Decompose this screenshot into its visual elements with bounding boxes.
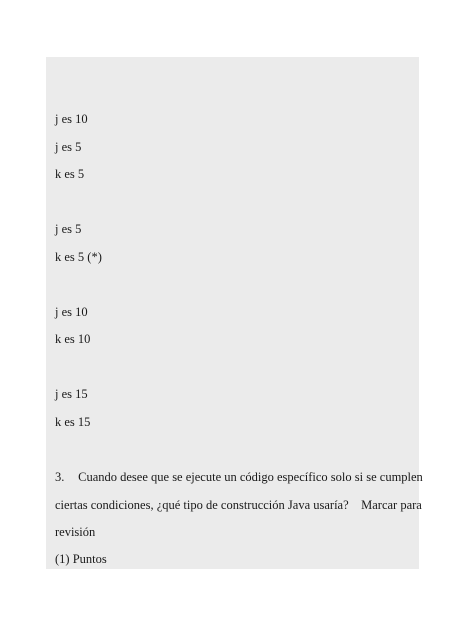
answer-line: k es 5 — [55, 167, 85, 181]
document-page — [46, 57, 419, 569]
question-text-line: ciertas condiciones, ¿qué tipo de construcción Java usaría? Marcar para — [55, 498, 422, 512]
answer-line: j es 5 — [55, 222, 82, 236]
answer-line: k es 15 — [55, 415, 91, 429]
answer-line-correct: k es 5 (*) — [55, 250, 102, 264]
answer-line: k es 10 — [55, 332, 91, 346]
question-number: 3. — [55, 470, 65, 484]
answer-line: j es 15 — [55, 387, 88, 401]
question-text-line — [55, 470, 423, 485]
question-text: Cuando desee que se ejecute un código específico solo si se cumplen — [78, 470, 423, 484]
answer-line: j es 5 — [55, 140, 82, 154]
answer-line: j es 10 — [55, 112, 88, 126]
question-points: (1) Puntos — [55, 552, 107, 566]
answer-line: j es 10 — [55, 305, 88, 319]
question-text-line: revisión — [55, 525, 96, 539]
